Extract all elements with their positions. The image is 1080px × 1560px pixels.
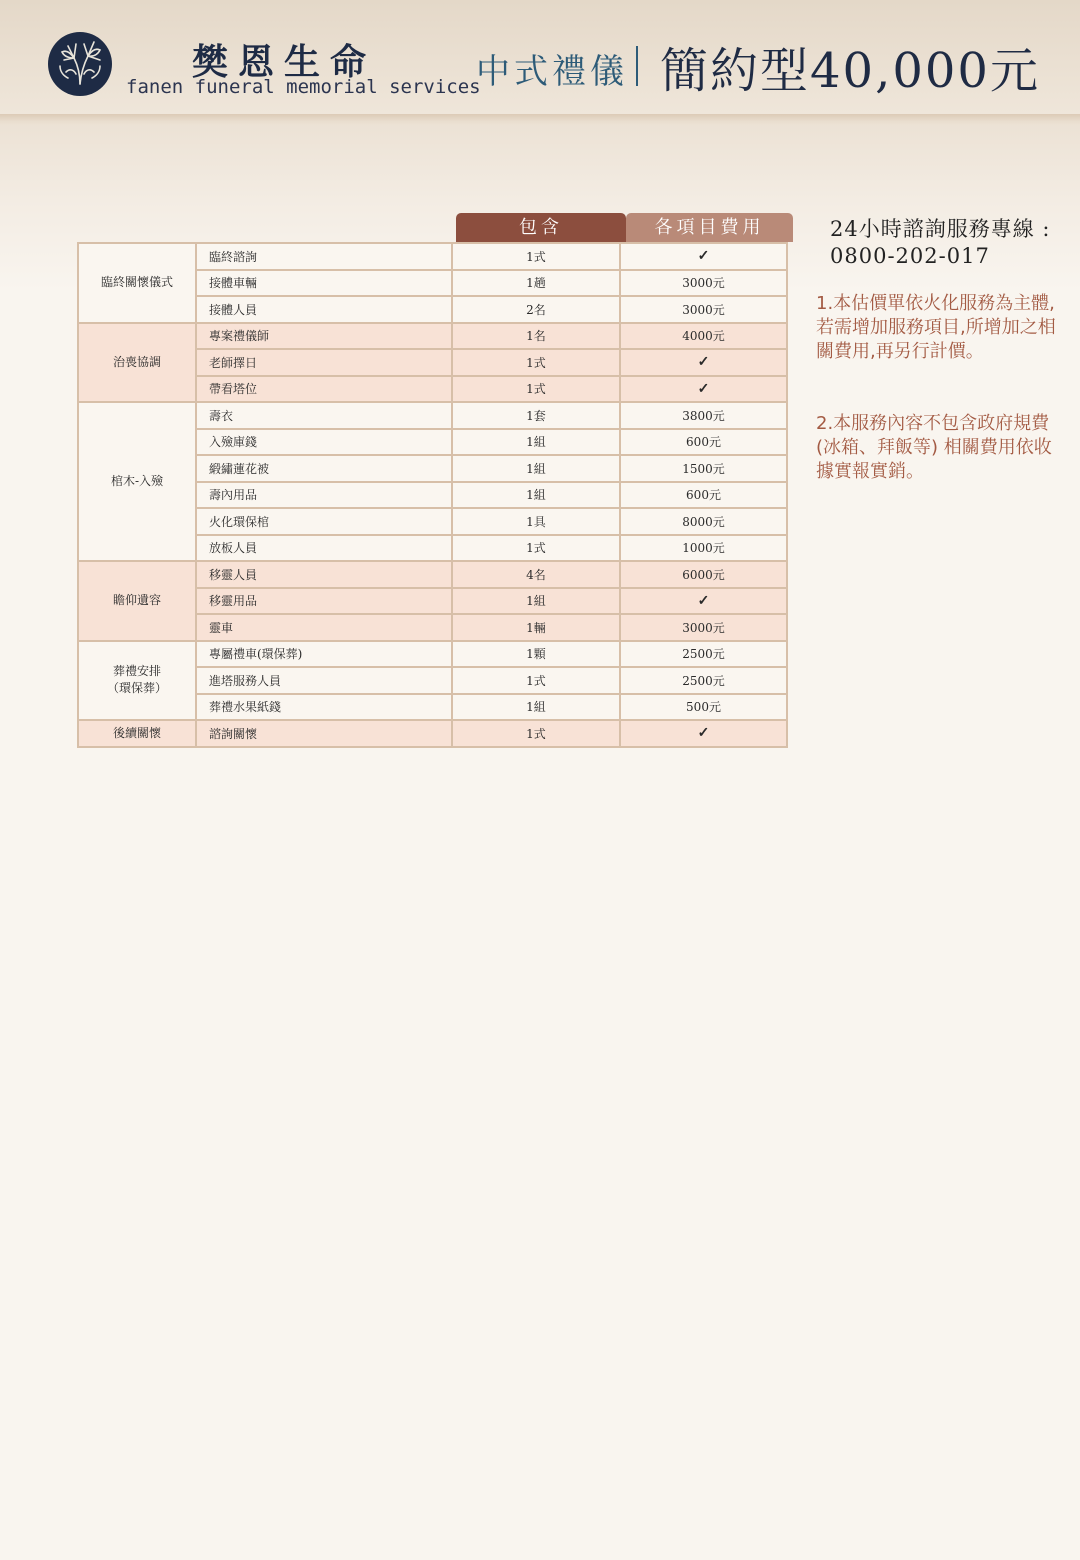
fee-cell: 2500元 — [620, 667, 787, 694]
quantity-cell: 1具 — [452, 508, 620, 535]
item-cell: 進塔服務人員 — [196, 667, 452, 694]
item-cell: 移靈用品 — [196, 588, 452, 615]
quantity-cell: 1式 — [452, 667, 620, 694]
item-cell: 專案禮儀師 — [196, 323, 452, 350]
fee-cell: ✓ — [620, 243, 787, 270]
note-1: 1.本估價單依火化服務為主體,若需增加服務項目,所增加之相關費用,再另行計價。 — [816, 293, 1056, 362]
quantity-cell: 2名 — [452, 296, 620, 323]
title-separator — [636, 46, 638, 86]
quantity-cell: 4名 — [452, 561, 620, 588]
item-cell: 靈車 — [196, 614, 452, 641]
category-cell: 棺木-入殮 — [78, 402, 196, 561]
item-cell: 緞繡蓮花被 — [196, 455, 452, 482]
quantity-cell: 1組 — [452, 429, 620, 456]
fee-cell: 2500元 — [620, 641, 787, 668]
package-title-price: 簡約型40,000元 — [660, 43, 1040, 99]
item-cell: 壽內用品 — [196, 482, 452, 509]
fee-cell: 500元 — [620, 694, 787, 721]
table-row — [78, 641, 787, 668]
price-table — [77, 242, 788, 748]
item-cell: 接體車輛 — [196, 270, 452, 297]
fee-cell: 3000元 — [620, 270, 787, 297]
item-cell: 臨終諮詢 — [196, 243, 452, 270]
column-header-included: 包含 — [456, 213, 626, 242]
fee-cell: ✓ — [620, 349, 787, 376]
quantity-cell: 1組 — [452, 694, 620, 721]
fee-cell: 6000元 — [620, 561, 787, 588]
quantity-cell: 1輛 — [452, 614, 620, 641]
hotline — [830, 216, 1050, 270]
service-category-title: 中式禮儀 — [476, 52, 628, 92]
quantity-cell: 1組 — [452, 588, 620, 615]
item-cell: 放板人員 — [196, 535, 452, 562]
hotline-label: 24小時諮詢服務專線 : — [830, 217, 1051, 241]
header-divider — [0, 114, 1080, 122]
quantity-cell: 1式 — [452, 243, 620, 270]
item-cell: 火化環保棺 — [196, 508, 452, 535]
item-cell: 移靈人員 — [196, 561, 452, 588]
item-cell: 諮詢關懷 — [196, 720, 452, 747]
fee-cell: 1000元 — [620, 535, 787, 562]
brand-name-chinese: 樊恩生命 — [192, 42, 377, 83]
category-cell: 後續關懷 — [78, 720, 196, 747]
quantity-cell: 1名 — [452, 323, 620, 350]
table-row — [78, 402, 787, 429]
quantity-cell: 1顆 — [452, 641, 620, 668]
item-cell: 壽衣 — [196, 402, 452, 429]
fee-cell: ✓ — [620, 720, 787, 747]
item-cell: 葬禮水果紙錢 — [196, 694, 452, 721]
logo-dandelion-icon — [48, 32, 112, 96]
hotline-number[interactable]: 0800-202-017 — [830, 244, 990, 268]
column-header-fee: 各項目費用 — [626, 213, 793, 242]
quantity-cell: 1式 — [452, 535, 620, 562]
fee-cell: 3800元 — [620, 402, 787, 429]
table-row — [78, 561, 787, 588]
category-cell: 治喪協調 — [78, 323, 196, 403]
fee-cell: 3000元 — [620, 296, 787, 323]
table-row — [78, 243, 787, 270]
quantity-cell: 1組 — [452, 455, 620, 482]
fee-cell: 8000元 — [620, 508, 787, 535]
item-cell: 老師擇日 — [196, 349, 452, 376]
fee-cell: 600元 — [620, 482, 787, 509]
quantity-cell: 1式 — [452, 720, 620, 747]
quantity-cell: 1式 — [452, 376, 620, 403]
item-cell: 入殮庫錢 — [196, 429, 452, 456]
quantity-cell: 1式 — [452, 349, 620, 376]
category-cell: 臨終關懷儀式 — [78, 243, 196, 323]
fee-cell: ✓ — [620, 376, 787, 403]
item-cell: 專屬禮車(環保葬) — [196, 641, 452, 668]
table-row — [78, 323, 787, 350]
item-cell: 接體人員 — [196, 296, 452, 323]
fee-cell: ✓ — [620, 588, 787, 615]
table-row — [78, 720, 787, 747]
fee-cell: 3000元 — [620, 614, 787, 641]
brand-name-english: fanen funeral memorial services — [126, 76, 481, 98]
quantity-cell: 1趟 — [452, 270, 620, 297]
fee-cell: 600元 — [620, 429, 787, 456]
quantity-cell: 1組 — [452, 482, 620, 509]
category-cell: 瞻仰遺容 — [78, 561, 196, 641]
category-cell: 葬禮安排 （環保葬） — [78, 641, 196, 721]
quantity-cell: 1套 — [452, 402, 620, 429]
fee-cell: 4000元 — [620, 323, 787, 350]
item-cell: 帶看塔位 — [196, 376, 452, 403]
fee-cell: 1500元 — [620, 455, 787, 482]
note-2: 2.本服務內容不包含政府規費(冰箱、拜飯等) 相關費用依收據實報實銷。 — [816, 413, 1052, 482]
